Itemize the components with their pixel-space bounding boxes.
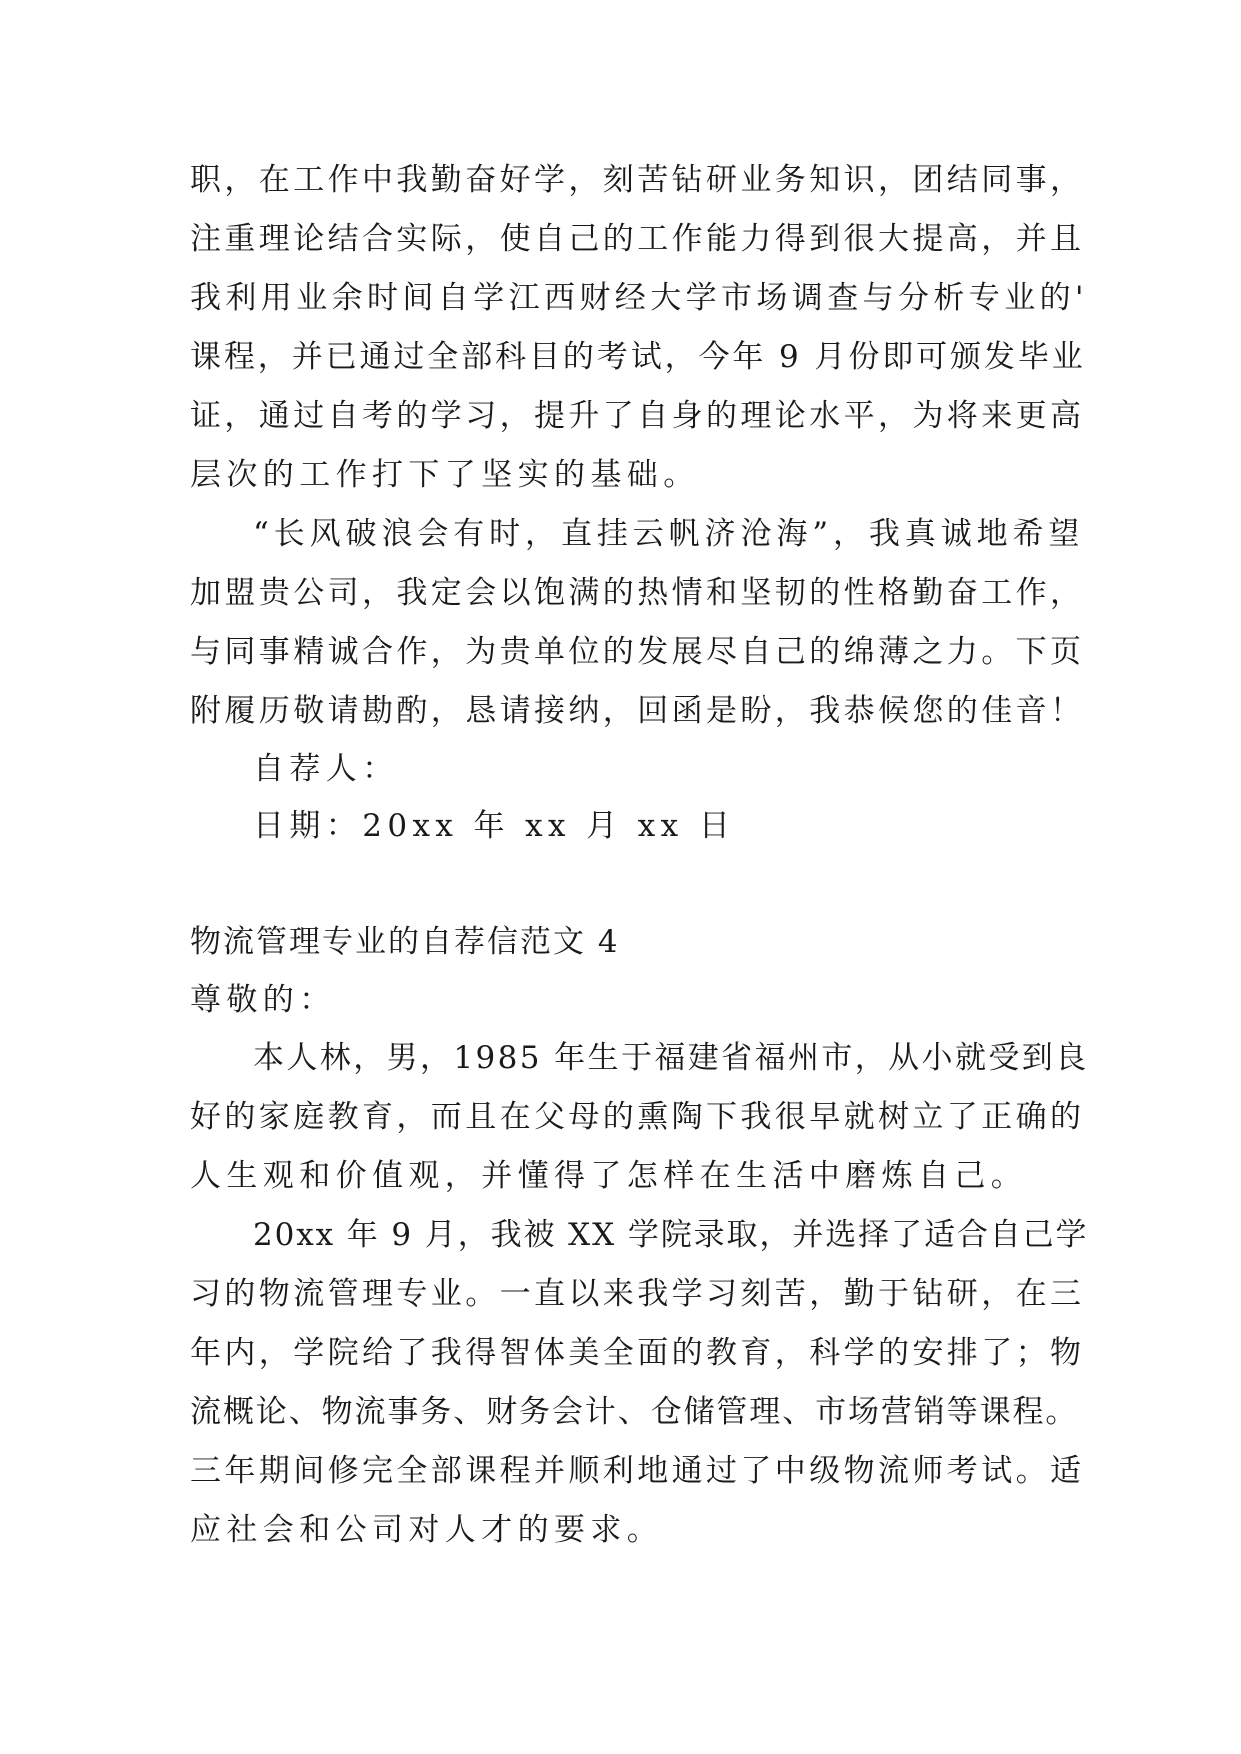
paragraph-1-line-4: 课程，并已通过全部科目的考试，今年 9 月份即可颁发毕业 (190, 339, 1086, 375)
paragraph-4-line-1: 20xx 年 9 月，我被 XX 学院录取，并选择了适合自己学 (253, 1217, 1089, 1253)
paragraph-4-line-3: 年内，学院给了我得智体美全面的教育，科学的安排了；物 (190, 1335, 1085, 1371)
salutation: 尊敬的： (190, 982, 336, 1018)
paragraph-3-line-1: 本人林，男，1985 年生于福建省福州市，从小就受到良 (253, 1040, 1089, 1076)
signature-line: 自荐人： (253, 751, 399, 787)
paragraph-2-line-4: 附履历敬请勘酌，恳请接纳，回函是盼，我恭候您的佳音！ (190, 693, 1085, 729)
paragraph-3-line-3: 人生观和价值观，并懂得了怎样在生活中磨炼自己。 (190, 1158, 1028, 1194)
paragraph-1-line-1: 职，在工作中我勤奋好学，刻苦钻研业务知识，团结同事， (190, 162, 1085, 198)
paragraph-4-line-2: 习的物流管理专业。一直以来我学习刻苦，勤于钻研，在三 (190, 1276, 1085, 1312)
paragraph-2-line-1: “长风破浪会有时，直挂云帆济沧海”，我真诚地希望 (253, 516, 1085, 552)
paragraph-1-line-2: 注重理论结合实际，使自己的工作能力得到很大提高，并且 (190, 221, 1085, 257)
section-title: 物流管理专业的自荐信范文 4 (190, 924, 620, 960)
paragraph-3-line-2: 好的家庭教育，而且在父母的熏陶下我很早就树立了正确的 (190, 1099, 1085, 1135)
paragraph-4-line-6: 应社会和公司对人才的要求。 (190, 1512, 664, 1548)
paragraph-2-line-3: 与同事精诚合作，为贵单位的发展尽自己的绵薄之力。下页 (190, 634, 1085, 670)
paragraph-1-line-3: 我利用业余时间自学江西财经大学市场调查与分析专业的' (190, 280, 1088, 316)
paragraph-1-line-5: 证，通过自考的学习，提升了自身的理论水平，为将来更高 (190, 398, 1085, 434)
paragraph-4-line-4: 流概论、物流事务、财务会计、仓储管理、市场营销等课程。 (190, 1394, 1079, 1430)
paragraph-2-line-2: 加盟贵公司，我定会以饱满的热情和坚韧的性格勤奋工作， (190, 575, 1085, 611)
date-line: 日期：20xx 年 xx 月 xx 日 (253, 808, 736, 844)
paragraph-4-line-5: 三年期间修完全部课程并顺利地通过了中级物流师考试。适 (190, 1453, 1085, 1489)
paragraph-1-line-6: 层次的工作打下了坚实的基础。 (190, 457, 700, 493)
